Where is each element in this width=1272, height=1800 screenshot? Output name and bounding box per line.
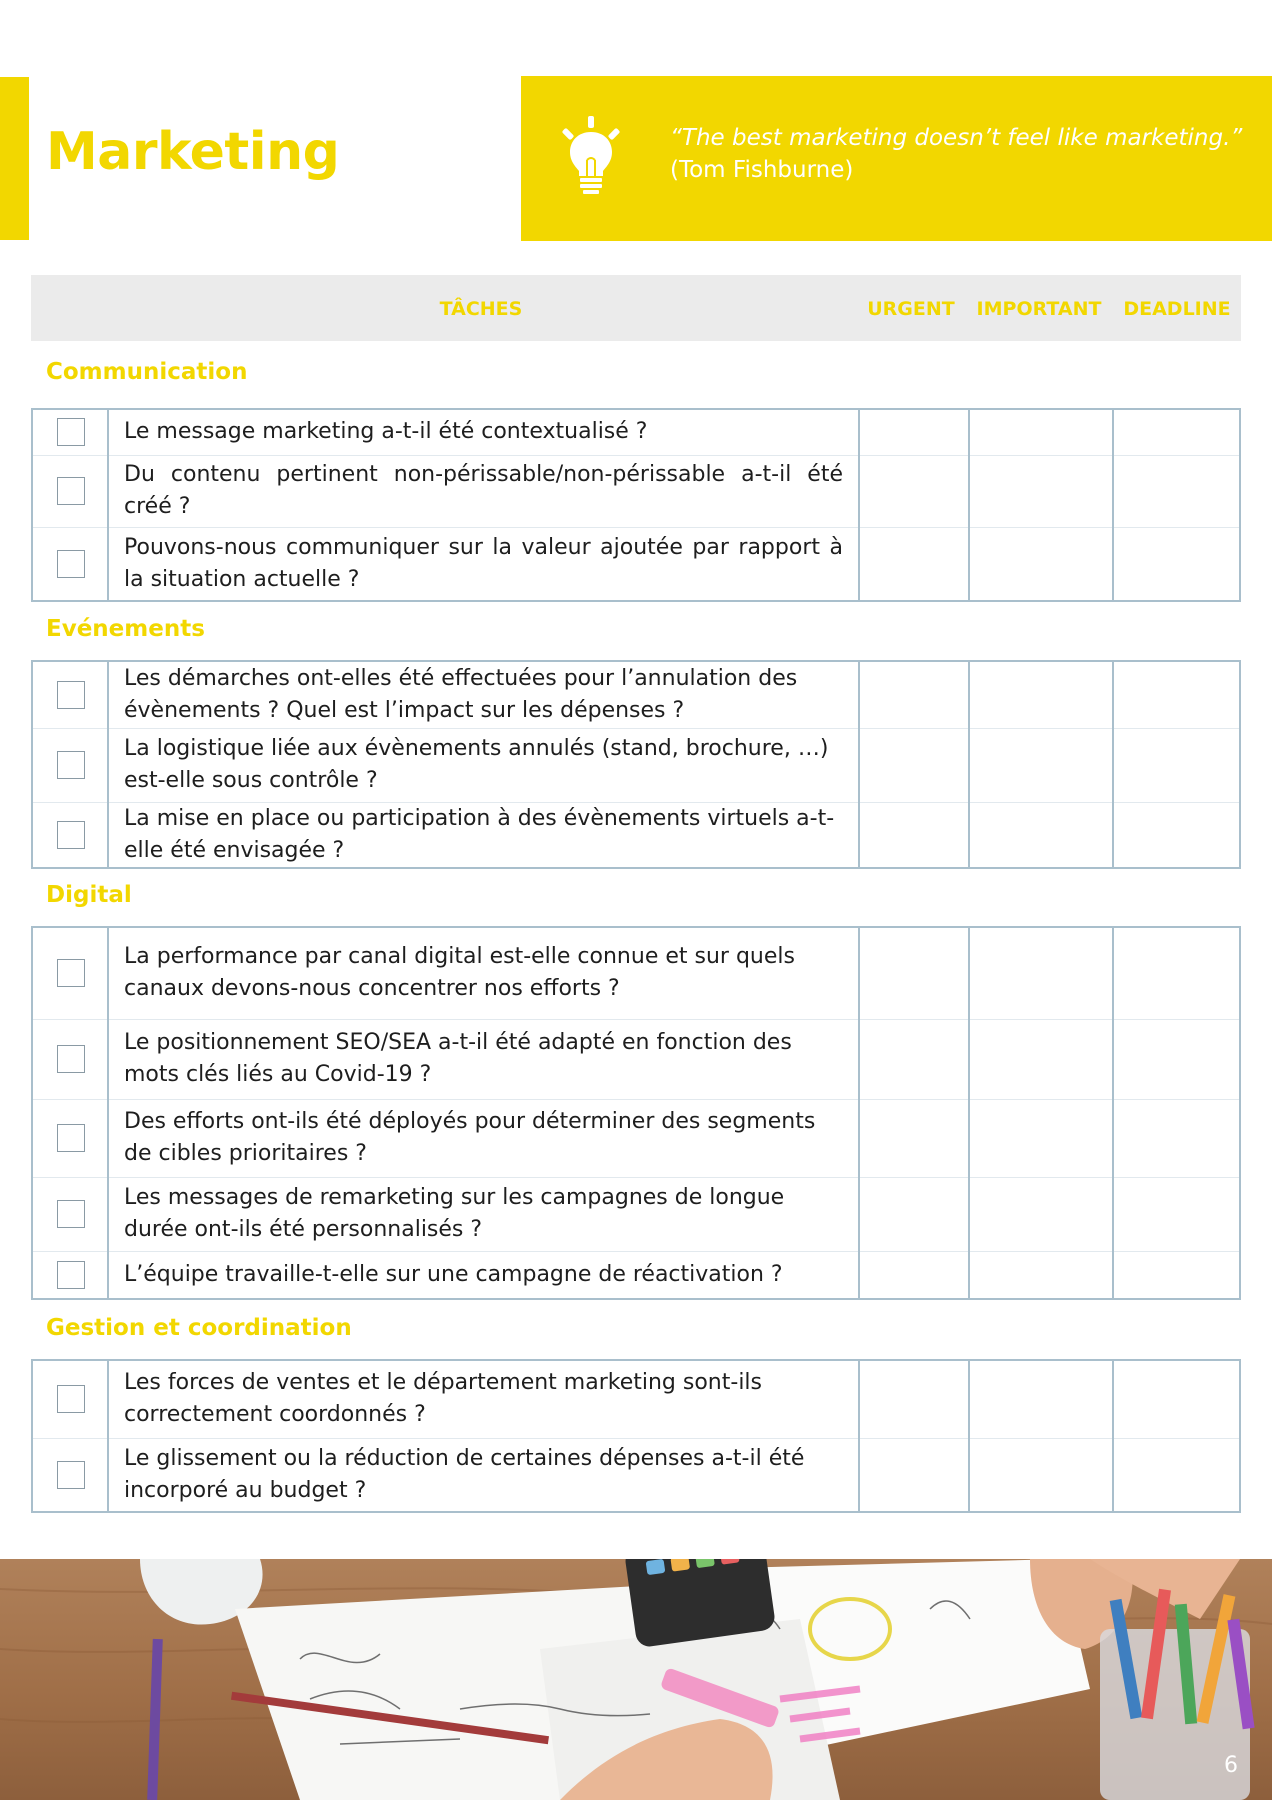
table-row [32, 728, 1240, 802]
table-row [32, 1438, 1240, 1512]
quote-text: “The best marketing doesn’t feel like marketing.” [670, 125, 1243, 151]
task-table-gestion-coordination [31, 1359, 1241, 1513]
important-cell[interactable] [969, 455, 1113, 527]
table-row [32, 927, 1240, 1019]
table-row [32, 1019, 1240, 1099]
table-row [32, 455, 1240, 527]
important-cell[interactable] [969, 1438, 1113, 1512]
task-checkbox[interactable] [57, 418, 85, 446]
desk-illustration [0, 1559, 1272, 1800]
task-checkbox[interactable] [57, 1261, 85, 1289]
table-header [31, 275, 1241, 341]
section-title-evenements: Evénements [46, 616, 205, 642]
task-checkbox[interactable] [57, 1385, 85, 1413]
task-text: Le message marketing a-t-il été contextualisé ? [124, 419, 648, 445]
important-cell[interactable] [969, 527, 1113, 601]
deadline-cell[interactable] [1113, 1177, 1240, 1251]
table-row [32, 1360, 1240, 1438]
important-cell[interactable] [969, 728, 1113, 802]
important-cell[interactable] [969, 1360, 1113, 1438]
important-cell[interactable] [969, 409, 1113, 455]
task-checkbox[interactable] [57, 1124, 85, 1152]
urgent-cell[interactable] [859, 1438, 969, 1512]
task-text: La mise en place ou participation à des évènements virtuels a-t-elle été envisagée ? [124, 805, 835, 863]
task-text: Le glissement ou la réduction de certaines dépenses a-t-il été incorporé au budget ? [124, 1445, 805, 1503]
deadline-cell[interactable] [1113, 1019, 1240, 1099]
task-checkbox[interactable] [57, 1461, 85, 1489]
task-text: L’équipe travaille-t-elle sur une campagne de réactivation ? [124, 1261, 783, 1287]
deadline-cell[interactable] [1113, 927, 1240, 1019]
urgent-cell[interactable] [859, 1360, 969, 1438]
task-text: Du contenu pertinent non-périssable/non-périssable a-t-il été créé ? [124, 462, 843, 519]
urgent-cell[interactable] [859, 455, 969, 527]
urgent-cell[interactable] [859, 728, 969, 802]
deadline-cell[interactable] [1113, 1438, 1240, 1512]
deadline-cell[interactable] [1113, 728, 1240, 802]
section-title-communication: Communication [46, 359, 248, 385]
deadline-cell[interactable] [1113, 1360, 1240, 1438]
task-table-communication [31, 408, 1241, 602]
table-row [32, 802, 1240, 868]
task-checkbox[interactable] [57, 550, 85, 578]
deadline-cell[interactable] [1113, 527, 1240, 601]
task-text: Les messages de remarketing sur les campagnes de longue durée ont-ils été personnalisés ? [124, 1185, 785, 1242]
urgent-cell[interactable] [859, 661, 969, 728]
deadline-cell[interactable] [1113, 1251, 1240, 1299]
task-table-digital [31, 926, 1241, 1300]
column-header-urgent: URGENT [867, 298, 955, 320]
task-checkbox[interactable] [57, 681, 85, 709]
task-text: La performance par canal digital est-elle connue et sur quels canaux devons-nous concentrer nos efforts ? [124, 944, 795, 1002]
task-checkbox[interactable] [57, 477, 85, 505]
task-text: Les forces de ventes et le département marketing sont-ils correctement coordonnés ? [124, 1370, 762, 1428]
table-row [32, 1099, 1240, 1177]
page-title: Marketing [46, 122, 340, 182]
table-row [32, 409, 1240, 455]
urgent-cell[interactable] [859, 1019, 969, 1099]
table-row [32, 661, 1240, 728]
quote-banner [521, 76, 1272, 241]
important-cell[interactable] [969, 1099, 1113, 1177]
urgent-cell[interactable] [859, 1251, 969, 1299]
task-checkbox[interactable] [57, 959, 85, 987]
important-cell[interactable] [969, 1019, 1113, 1099]
deadline-cell[interactable] [1113, 802, 1240, 868]
lightbulb-icon [559, 116, 623, 196]
urgent-cell[interactable] [859, 1177, 969, 1251]
task-text: Des efforts ont-ils été déployés pour déterminer des segments de cibles prioritaires ? [124, 1109, 816, 1166]
accent-bar [0, 77, 29, 240]
task-text: Le positionnement SEO/SEA a-t-il été adapté en fonction des mots clés liés au Covid-19 ? [124, 1030, 792, 1087]
table-row [32, 1177, 1240, 1251]
page-number: 6 [1224, 1753, 1238, 1778]
task-checkbox[interactable] [57, 821, 85, 849]
section-title-digital: Digital [46, 882, 132, 908]
quote-author: (Tom Fishburne) [670, 157, 854, 183]
task-text: Les démarches ont-elles été effectuées pour l’annulation des évènements ? Quel est l’impact sur les dépenses ? [124, 665, 798, 723]
deadline-cell[interactable] [1113, 1099, 1240, 1177]
important-cell[interactable] [969, 927, 1113, 1019]
table-row [32, 1251, 1240, 1299]
important-cell[interactable] [969, 802, 1113, 868]
urgent-cell[interactable] [859, 527, 969, 601]
section-title-gestion-coordination: Gestion et coordination [46, 1315, 352, 1341]
task-text: Pouvons-nous communiquer sur la valeur ajoutée par rapport à la situation actuelle ? [124, 534, 843, 592]
urgent-cell[interactable] [859, 802, 969, 868]
deadline-cell[interactable] [1113, 661, 1240, 728]
footer-photo [0, 1559, 1272, 1800]
task-checkbox[interactable] [57, 1045, 85, 1073]
table-row [32, 527, 1240, 601]
column-header-deadline: DEADLINE [1123, 298, 1231, 320]
task-checkbox[interactable] [57, 751, 85, 779]
urgent-cell[interactable] [859, 409, 969, 455]
deadline-cell[interactable] [1113, 455, 1240, 527]
important-cell[interactable] [969, 1251, 1113, 1299]
task-checkbox[interactable] [57, 1200, 85, 1228]
task-table-evenements [31, 660, 1241, 869]
important-cell[interactable] [969, 661, 1113, 728]
column-header-important: IMPORTANT [976, 298, 1102, 320]
deadline-cell[interactable] [1113, 409, 1240, 455]
column-header-tasks: TÂCHES [439, 298, 523, 320]
task-text: La logistique liée aux évènements annulés (stand, brochure, …) est-elle sous contrôle ? [124, 736, 829, 793]
urgent-cell[interactable] [859, 927, 969, 1019]
urgent-cell[interactable] [859, 1099, 969, 1177]
important-cell[interactable] [969, 1177, 1113, 1251]
